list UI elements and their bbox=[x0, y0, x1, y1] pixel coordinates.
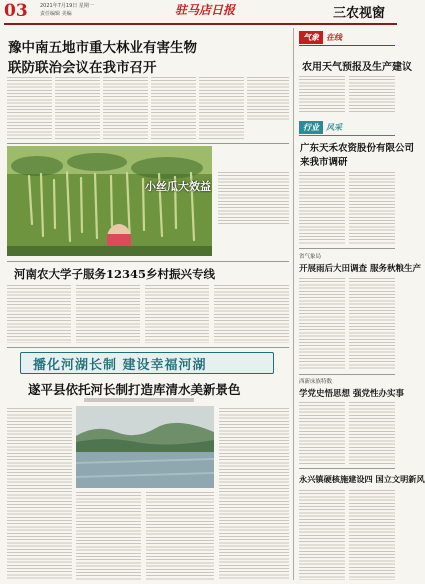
luffa-photo bbox=[7, 146, 212, 256]
photo-caption: 小丝瓜大效益 bbox=[145, 180, 211, 193]
lead-title-2: 联防联治会议在我市召开 bbox=[8, 60, 157, 76]
sidebar-s2-col-1 bbox=[299, 172, 345, 244]
sidebar-divider bbox=[293, 28, 294, 580]
lead-body-col-3 bbox=[103, 77, 148, 139]
reservoir-photo bbox=[76, 406, 214, 488]
date-line: 2021年7月19日 星期一 bbox=[40, 3, 94, 9]
sidebar-s5-col-2 bbox=[349, 490, 395, 580]
lead-body-col-2 bbox=[55, 77, 100, 139]
weather-tag-badge: 气象 bbox=[299, 31, 323, 44]
lead-body-col-1 bbox=[7, 77, 52, 139]
photo-caption-text bbox=[218, 172, 289, 224]
sidebar-s2-title-2: 来我市调研 bbox=[300, 157, 348, 168]
news1-bottom-rule bbox=[7, 347, 289, 348]
news1-col-2 bbox=[76, 285, 140, 343]
sidebar-s1-title: 农用天气预报及生产建议 bbox=[302, 62, 412, 73]
page-header bbox=[0, 0, 401, 24]
sidebar-s4-col-1 bbox=[299, 402, 345, 464]
industry-tag-label: 风采 bbox=[326, 122, 342, 132]
news2-col-3 bbox=[146, 492, 214, 580]
sidebar-s5-col-1 bbox=[299, 490, 345, 580]
editor-line: 责任编辑 美编 bbox=[40, 11, 72, 17]
page-number: 03 bbox=[4, 1, 28, 21]
news2-title: 遂平县依托河长制打造库清水美新景色 bbox=[28, 382, 241, 397]
news2-col-2 bbox=[76, 492, 141, 580]
lead-body-col-4 bbox=[151, 77, 196, 139]
river-chief-banner bbox=[20, 352, 274, 374]
sidebar-s3-col-2 bbox=[349, 278, 395, 370]
lead-body-col-6 bbox=[247, 77, 289, 122]
sidebar-s4-bottom-rule bbox=[299, 468, 395, 469]
sidebar-s3-bottom-rule bbox=[299, 374, 395, 375]
industry-tag-rule bbox=[299, 135, 395, 136]
sidebar-s3-col-1 bbox=[299, 278, 345, 370]
industry-tag-badge: 行业 bbox=[299, 121, 323, 134]
news1-top-rule bbox=[7, 261, 289, 262]
news2-col-4 bbox=[219, 408, 289, 580]
weather-tag bbox=[299, 31, 342, 44]
banner-text: 播化河湖长制 建设幸福河湖 bbox=[33, 358, 207, 373]
industry-tag bbox=[299, 121, 342, 134]
sidebar-s3-title: 开展雨后大田调查 服务秋粮生产 bbox=[299, 264, 421, 274]
news1-col-1 bbox=[7, 285, 71, 343]
lead-bottom-rule bbox=[7, 143, 289, 144]
weather-tag-label: 在线 bbox=[326, 32, 342, 42]
reservoir-photo-illustration bbox=[76, 406, 214, 488]
luffa-photo-illustration bbox=[7, 146, 212, 256]
lead-body-col-5 bbox=[199, 77, 244, 139]
sidebar-s2-col-2 bbox=[349, 172, 395, 244]
paper-name-logo: 驻马店日报 bbox=[175, 3, 236, 17]
lead-title-1: 豫中南五地市重大林业有害生物 bbox=[8, 40, 197, 56]
news2-col-1 bbox=[7, 408, 72, 580]
sidebar-s2-title-1: 广东天禾农资股份有限公司 bbox=[300, 143, 415, 154]
news1-col-3 bbox=[145, 285, 209, 343]
sidebar-s4-col-2 bbox=[349, 402, 395, 464]
sidebar-s4-kicker: 西新床族特数 bbox=[299, 379, 333, 385]
sidebar-s1-col-1 bbox=[299, 76, 345, 114]
sidebar-s2-bottom-rule bbox=[299, 248, 395, 249]
sidebar-s1-col-2 bbox=[349, 76, 395, 114]
news1-title: 河南农大学子服务12345乡村振兴专线 bbox=[14, 267, 216, 281]
news1-col-4 bbox=[214, 285, 289, 343]
sidebar-s5-title: 永兴镇硬核施建设四 国立文明新风 bbox=[299, 474, 425, 484]
news2-byline bbox=[84, 398, 194, 402]
sidebar-s3-kicker: 省气象局 bbox=[299, 254, 322, 260]
weather-tag-rule bbox=[299, 45, 395, 46]
section-title: 三农视窗 bbox=[333, 6, 386, 21]
sidebar-s4-title: 学党史悟思想 强党性办实事 bbox=[299, 389, 404, 399]
header-rule bbox=[4, 23, 397, 25]
